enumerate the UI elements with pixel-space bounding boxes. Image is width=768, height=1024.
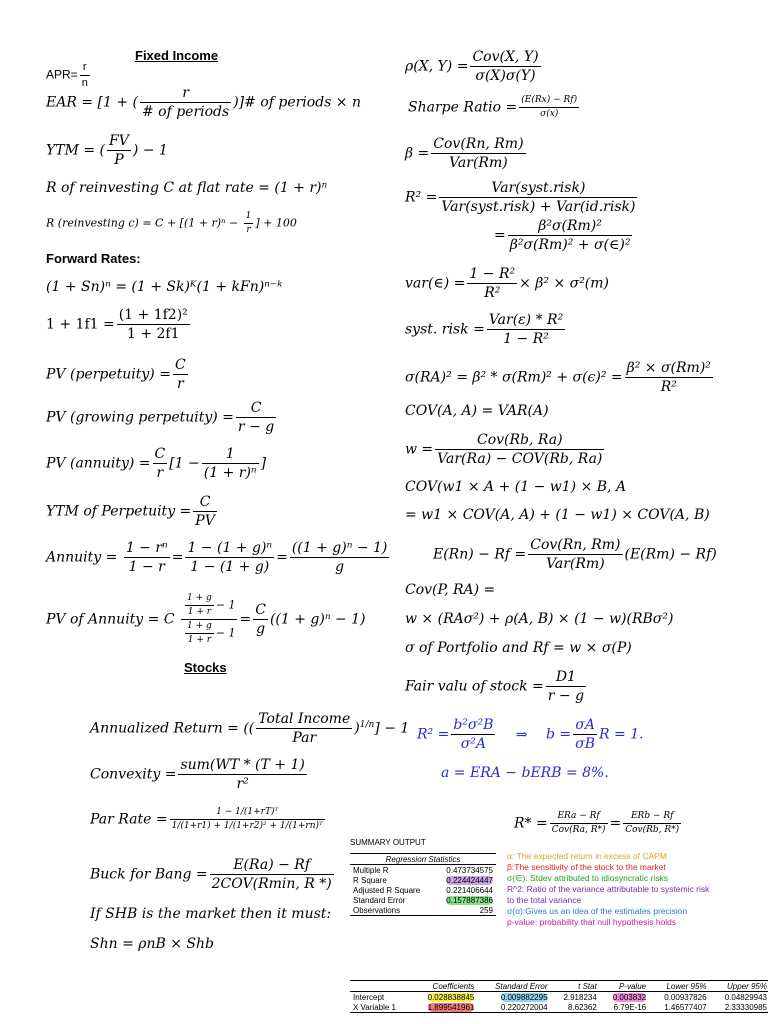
legend-beta: β:The sensitivity of the stock to the market <box>507 862 666 872</box>
forward-rate-formula: (1 + Sn)ⁿ = (1 + Sk)ᴷ(1 + kFn)ⁿ⁻ᵏ <box>46 279 283 295</box>
ytm-formula: YTM = ( $\frac{FV}{P}$ ) − 1 <box>46 133 168 168</box>
reinvest-c-formula: R (reinvesting c) = C + [(1 + r)ⁿ − $\frac{1}{r}$ ] + 100 <box>46 211 297 235</box>
cov-p-ra-expansion: w × (RAσ²) + ρ(A, B) × (1 − w)(RBσ²) <box>405 611 674 627</box>
cov-p-ra-formula: Cov(P, RA) = <box>405 582 496 598</box>
var-epsilon-formula: var(∈) = $\frac{\text{1 − R²}}{\text{R²}}$ × β² × σ²(m) <box>405 266 610 301</box>
legend-r-squared: R^2: Ratio of the variance attributable to systemic risk <box>507 884 710 894</box>
table-row: Multiple R 0.473734575 <box>353 865 493 875</box>
shb-market-note: If SHB is the market then it must: <box>90 906 332 922</box>
capm-formula: E(Rn) − Rf = $\frac{\text{Cov(Rn, Rm)}}{\text{Var(Rm)}}$ (E(Rm) − Rf) <box>433 537 717 572</box>
apr-formula: APR= $\frac{r}{n}$ <box>46 61 88 89</box>
blue-alpha-formula: a = ERA − bERB = 8%. <box>441 765 609 781</box>
table-row: X Variable 1 1.899541961 0.220272004 8.62362 6.79E-16 1.46577407 2.33330985 <box>350 1002 768 1013</box>
sigma-portfolio-formula: σ of Portfolio and Rf = w × σ(P) <box>405 640 632 656</box>
pv-of-annuity-formula: PV of Annuity = C $\frac{1 + g}{1 + r}$ − 1 $\frac{1 + g}{1 + r}$ − 1 = $\frac{C}{g}$ ((1 + g)ⁿ − 1) <box>46 593 366 645</box>
table-row: Adjusted R Square 0.221406644 <box>353 885 493 895</box>
correlation-formula: ρ(X, Y) = $\frac{\text{Cov(X, Y)}}{\sigma(X)\sigma(Y)}$ <box>405 49 539 84</box>
systematic-risk-formula: syst. risk = $\frac{\text{Var(ε) * R²}}{\text{1 − R²}}$ <box>405 312 564 347</box>
weight-formula: w = $\frac{\text{Cov(Rb, Ra)}}{\text{Var(Ra) − COV(Rb, Ra)}}$ <box>405 432 603 467</box>
pv-growing-perpetuity-formula: PV (growing perpetuity) = $\frac{C}{r - g}$ <box>46 400 275 435</box>
r-star-formula: R* = $\frac{\text{ERa − Rf}}{\text{Cov(Ra, R*)}}$ = $\frac{\text{ERb − Rf}}{\text{Cov(Rb, R*)}}$ <box>514 811 680 835</box>
coefficients-table-block <box>350 980 768 1013</box>
regression-legend <box>507 851 709 928</box>
buck-for-bang-formula: Buck for Bang = $\frac{E(Ra) - Rf}{\text{2COV(Rmin, R *)}}$ <box>90 857 332 892</box>
table-row: Standard Error 0.157887386 <box>353 895 493 905</box>
fixed-income-title: Fixed Income <box>135 48 219 63</box>
annualized-return-formula: Annualized Return = (( $\frac{\text{Total Income}}{\text{Par}}$ )$^{1/n}$] − 1 <box>90 711 410 746</box>
regression-stats-table <box>350 853 496 916</box>
par-rate-formula: Par Rate = $\frac{\text{1 − 1/(1+rT)ᵀ}}{\text{1/(1+r1) + 1/(1+r2)² + 1/(1+rn)ᵀ}}$ <box>90 807 323 831</box>
intercept-std-error: 0.009882295 <box>500 992 548 1002</box>
sigma-ra-formula: σ(RA)² = β² * σ(Rm)² + σ(ϵ)² = $\frac{\text{β² × σ(Rm)²}}{\text{R²}}$ <box>405 360 711 395</box>
reinvest-flat-formula: R of reinvesting C at flat rate = (1 + r)ⁿ <box>46 180 328 196</box>
beta-formula: β = $\frac{\text{Cov(Rn, Rm)}}{\text{Var(Rm)}}$ <box>405 136 524 171</box>
cov-portfolio-formula: COV(w1 × A + (1 − w1) × B, A <box>405 479 627 495</box>
table-row: Observations 259 <box>350 905 496 916</box>
ear-formula: EAR = [1 + ( $\frac{r}{\text{\# of periods}}$ )]# of periods × n <box>46 85 362 120</box>
summary-output-block <box>350 838 496 916</box>
pv-annuity-formula: PV (annuity) = $\frac{C}{r}$ [1 − $\frac{1}{\text{(1 + r)ⁿ}}$ ] <box>46 446 267 481</box>
one-period-forward-formula: 1 + 1f1 = $\frac{\text{(1 + 1f2)²}}{1 + 2f1}$ <box>46 307 188 342</box>
regression-stats-title: Regression Statistics <box>350 854 496 865</box>
legend-p-value: p-value: probability that null hypothesis holds <box>507 917 677 927</box>
legend-r-squared-cont: to the total variance <box>507 895 582 905</box>
fair-value-formula: Fair valu of stock = $\frac{D1}{r - g}$ <box>405 669 585 704</box>
standard-error-value: 0.157887386 <box>446 895 493 905</box>
r-squared-beta-formula: = $\frac{\text{β²σ(Rm)²}}{\text{β²σ(Rm)² + σ(∈)²}}$ <box>494 218 631 253</box>
shn-formula: Shn = ρnB × Shb <box>90 936 214 952</box>
stocks-title: Stocks <box>184 660 227 675</box>
r-square-value: 0.224424447 <box>446 875 493 885</box>
table-row: Intercept 0.028838845 0.009882295 2.918234 0.003832 0.00937826 0.04829943 <box>353 992 767 1002</box>
legend-sigma-epsilon: σ(∈): Stdev attributed to idiosyncratic risks <box>507 873 668 883</box>
blue-r-squared-formula: R² = $\frac{\text{b²σ²B}}{\text{σ²A}}$ ⇒ b = $\frac{\sigma A}{\sigma B}$ R = 1. <box>417 717 644 752</box>
annuity-formula: Annuity = $\frac{\text{1 − rⁿ}}{1 - r}$ = $\frac{\text{1 − (1 + g)ⁿ}}{1 - (1 + g)}$ = $\frac{\text{((1 + g)ⁿ − 1)}}{g}$ <box>46 540 388 575</box>
forward-rates-heading: Forward Rates: <box>46 251 141 266</box>
legend-sigma-alpha: σ(α):Gives us an idea of the estimates precision <box>507 906 688 916</box>
legend-alpha: α: The expected return in excess of CAPM <box>507 851 667 861</box>
pv-perpetuity-formula: PV (perpetuity) = $\frac{C}{r}$ <box>46 357 186 392</box>
x-variable-coefficient: 1.899541961 <box>427 1002 475 1012</box>
coefficients-table <box>350 980 768 1013</box>
table-row: R Square 0.224424447 <box>353 875 493 885</box>
ytm-perpetuity-formula: YTM of Perpetuity = $\frac{C}{PV}$ <box>46 494 215 529</box>
sharpe-ratio-formula: Sharpe Ratio = $\frac{(E(Rx) - Rf)}{\sigma(x)}$ <box>408 95 578 119</box>
cov-aa-formula: COV(A, A) = VAR(A) <box>405 403 549 419</box>
table-header-row: Coefficients Standard Error t Stat P-value Lower 95% Upper 95% <box>350 981 768 992</box>
convexity-formula: Convexity = $\frac{\text{sum(WT * (T + 1)}}{\text{r²}}$ <box>90 757 305 792</box>
intercept-coefficient: 0.028838845 <box>427 992 475 1002</box>
summary-output-title: SUMMARY OUTPUT <box>350 838 426 847</box>
r-squared-formula: R² = $\frac{\text{Var(syst.risk)}}{\text{Var(syst.risk) + Var(id.risk)}}$ <box>405 180 636 215</box>
cov-portfolio-expansion: = w1 × COV(A, A) + (1 − w1) × COV(A, B) <box>405 507 710 523</box>
intercept-p-value: 0.003832 <box>612 992 647 1002</box>
